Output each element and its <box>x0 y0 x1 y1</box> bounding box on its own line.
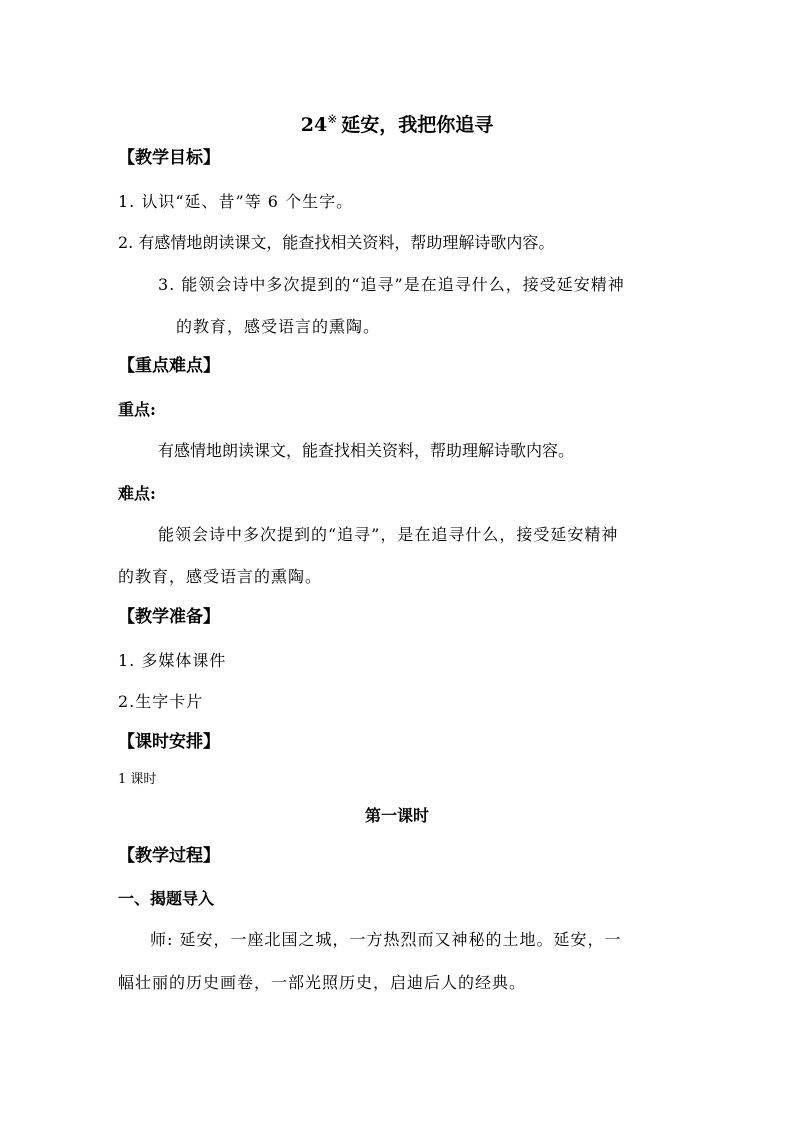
goal-item-continued: 的教育，感受语言的熏陶。 <box>176 317 381 336</box>
first-lesson-title: 第一课时 <box>364 806 429 825</box>
step-one-text: 师: 延安，一座北国之城，一方热烈而又神秘的土地。延安，一 <box>150 930 622 949</box>
goal-item: 3. 能领会诗中多次提到的“追寻”是在追寻什么，接受延安精神 <box>158 275 625 294</box>
key-difficulty-heading: 【重点难点】 <box>118 356 220 376</box>
preparation-item: 1. 多媒体课件 <box>118 651 227 670</box>
difficulty-text-continued: 的教育，感受语言的熏陶。 <box>118 567 323 586</box>
preparation-item: 2.生字卡片 <box>118 692 204 711</box>
schedule-heading: 【课时安排】 <box>118 732 220 752</box>
key-point-label: 重点: <box>118 400 156 419</box>
lesson-title <box>0 107 794 137</box>
difficulty-text: 能领会诗中多次提到的“追寻”，是在追寻什么，接受延安精神 <box>158 525 619 544</box>
lesson-number: 24 <box>300 114 328 136</box>
goals-heading: 【教学目标】 <box>118 148 220 168</box>
optional-lesson-mark: ※ <box>327 112 338 126</box>
preparation-heading: 【教学准备】 <box>118 607 220 627</box>
step-one-heading: 一、揭题导入 <box>118 889 215 908</box>
schedule-text: 1 课时 <box>118 772 157 787</box>
goal-item: 1. 认识“延、昔”等 6 个生字。 <box>118 192 354 211</box>
step-one-text-continued: 幅壮丽的历史画卷，一部光照历史，启迪后人的经典。 <box>118 973 527 992</box>
difficulty-label: 难点: <box>118 484 156 503</box>
goal-item: 2. 有感情地朗读课文，能查找相关资料，帮助理解诗歌内容。 <box>118 233 555 252</box>
process-heading: 【教学过程】 <box>118 846 220 866</box>
lesson-title-text: 延安，我把你追寻 <box>341 114 494 136</box>
key-point-text: 有感情地朗读课文，能查找相关资料，帮助理解诗歌内容。 <box>158 441 575 460</box>
